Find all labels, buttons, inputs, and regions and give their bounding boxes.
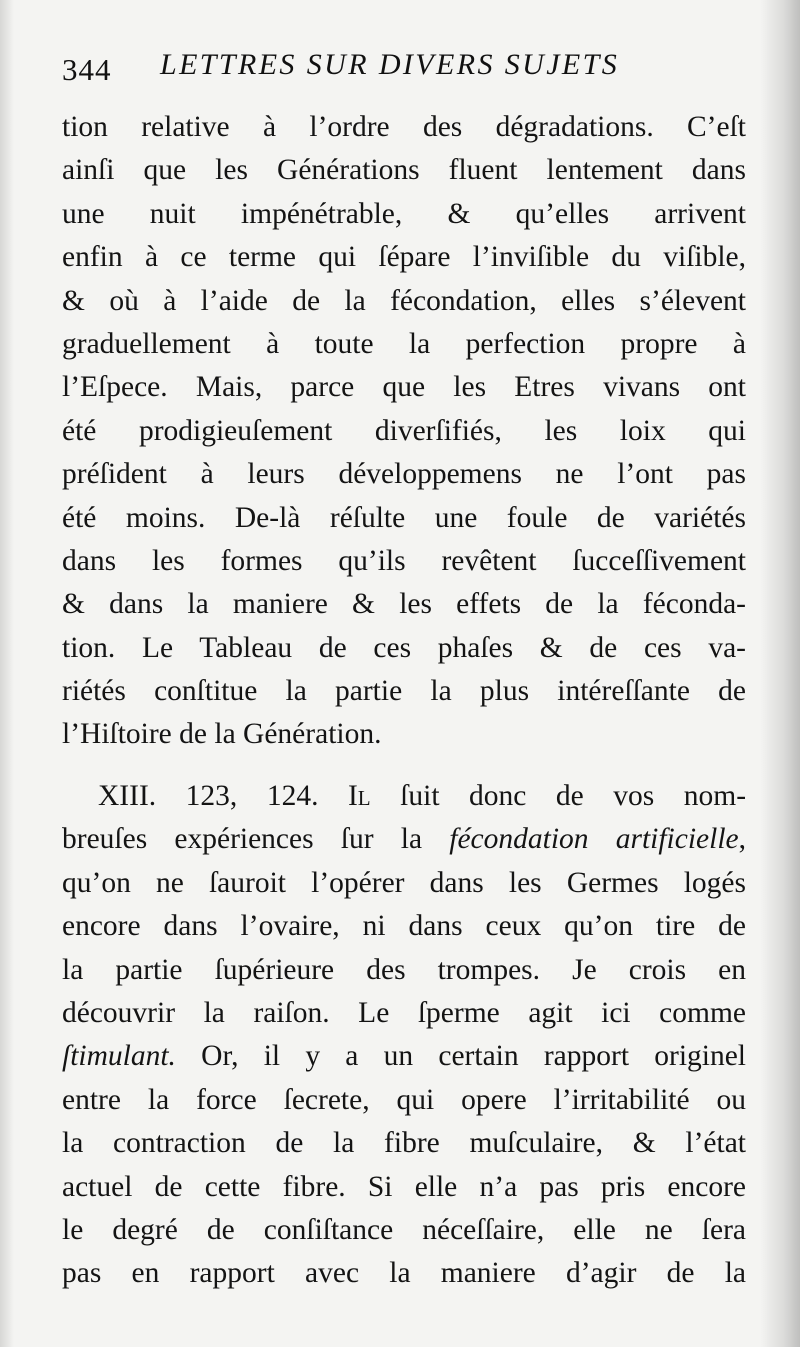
text-line: préſident à leurs développemens ne l’ont pas [62, 458, 746, 491]
text-run: , [738, 823, 746, 856]
text-line: pas en rapport avec la maniere d’agir de la [62, 1257, 746, 1290]
paragraph-2 [62, 775, 746, 1296]
text-line: qu’on ne ſauroit l’opérer dans les Germes logés [62, 866, 746, 899]
text-line: & dans la maniere & les effets de la féconda- [62, 588, 746, 621]
page-edge-shadow [760, 0, 800, 1347]
text-line: découvrir la raiſon. Le ſperme agit ici comme [62, 996, 746, 1029]
text-line [62, 818, 746, 861]
text-line: la partie ſupérieure des trompes. Je crois en [62, 953, 746, 986]
text-line: & où à l’aide de la fécondation, elles s’élevent [62, 284, 746, 317]
text-line: l’Eſpece. Mais, parce que les Etres vivans ont [62, 371, 746, 404]
text-run: ſuit donc de vos nom- [400, 780, 746, 812]
text-line: dans les formes qu’ils revêtent ſucceſſivement [62, 544, 746, 577]
text-run: breuſes expériences ſur la [62, 823, 423, 856]
page-number: 344 [62, 52, 112, 87]
section-number: XIII. 123, 124. [98, 780, 319, 812]
text-run: Or, il y a un certain rapport originel [201, 1040, 746, 1073]
text-line: été prodigieuſement diverſifiés, les loix qui [62, 414, 746, 447]
page-header [62, 48, 692, 92]
text-line: tion. Le Tableau de ces phaſes & de ces va- [62, 631, 746, 664]
text-line: graduellement à toute la perfection propre à [62, 327, 746, 360]
text-line: été moins. De-là réſulte une foule de variétés [62, 501, 746, 534]
running-title: LETTRES SUR DIVERS SUJETS [160, 48, 620, 81]
text-line: actuel de cette fibre. Si elle n’a pas pris encore [62, 1170, 746, 1203]
text-line: entre la force ſecrete, qui opere l’irritabilité ou [62, 1083, 746, 1116]
text-line: encore dans l’ovaire, ni dans ceux qu’on tire de [62, 910, 746, 943]
text-line: l’Hiſtoire de la Génération. [62, 718, 382, 751]
page-gutter-shadow [0, 0, 14, 1347]
text-line: tion relative à l’ordre des dégradations. C’eſt [62, 111, 746, 143]
section-opening-line [62, 775, 746, 818]
text-line [62, 1035, 746, 1078]
section-first-word: Il [347, 780, 371, 812]
text-line: une nuit impénétrable, & qu’elles arrivent [62, 197, 746, 230]
text-line: le degré de conſiſtance néceſſaire, elle ne ſera [62, 1213, 746, 1246]
text-line: ainſi que les Générations fluent lentement dans [62, 154, 746, 187]
italic-term: fécondation artificielle [449, 823, 739, 856]
text-line: la contraction de la fibre muſculaire, & l’état [62, 1127, 746, 1160]
italic-term: ſtimulant. [62, 1040, 176, 1073]
text-line: riétés conſtitue la partie la plus intéreſſante de [62, 675, 746, 708]
paragraph-1 [62, 106, 746, 757]
text-line: enfin à ce terme qui ſépare l’inviſible du viſible, [62, 241, 746, 274]
